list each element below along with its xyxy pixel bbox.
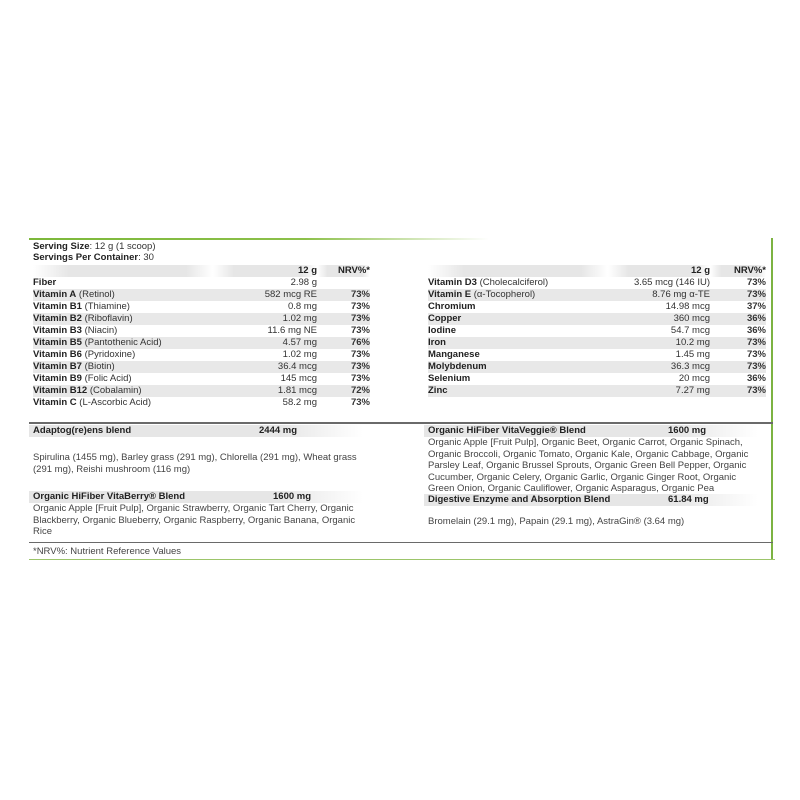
nutrient-row — [428, 301, 766, 313]
blend-adaptogens-ingredients: Spirulina (1455 mg), Barley grass (291 mg), Chlorella (291 mg), Wheat grass (291 mg), Reishi mushroom (116 mg) — [33, 452, 357, 475]
nutrient-row — [428, 325, 766, 337]
bottom-accent-line — [29, 559, 775, 560]
nutrient-row — [428, 385, 766, 397]
nutrient-name: Copper — [428, 313, 608, 325]
serving-info — [33, 241, 156, 263]
blend-vitaveggie-ingredients: Organic Apple [Fruit Pulp], Organic Beet, Organic Carrot, Organic Spinach, Organic Broccoli, Organic Tomato, Organic Kale, Organic Cabbage, Organic Parsley Leaf, Organic Brussel Sprouts, Organic Green Bell Pepper, Organic Cucumber, Organic Celery, Organic Garlic, Organic Ginger Root, Organic Green Onion, Organic Cauliflower, Organic Asparagus, Organic Pea — [428, 437, 749, 494]
blend-vitaberry-header — [29, 491, 363, 503]
nutrient-name: Vitamin B6 (Pyridoxine) — [33, 349, 136, 360]
nutrient-nrv: 73% — [746, 349, 766, 360]
nutrient-nrv: 72% — [317, 385, 370, 397]
nutrient-row — [33, 349, 370, 361]
footnote: *NRV%: Nutrient Reference Values — [33, 546, 182, 557]
nutrient-nrv: 76% — [317, 337, 370, 349]
nutrient-amount: 36.3 mcg — [608, 361, 710, 373]
nutrient-nrv: 37% — [746, 301, 766, 312]
nutrient-name: Vitamin B1 (Thiamine) — [33, 301, 130, 312]
nutrient-name: Molybdenum — [428, 361, 608, 373]
nutrient-row — [33, 301, 370, 313]
nutrient-name: Iodine — [428, 325, 456, 336]
nutrient-nrv: 73% — [317, 361, 370, 373]
blend-adaptogens-header — [29, 425, 363, 437]
blend-vitaberry-ingredients: Organic Apple [Fruit Pulp], Organic Strawberry, Organic Tart Cherry, Organic Blackberry, Organic Blueberry, Organic Raspberry, Organic Banana, Organic Rice — [33, 503, 356, 537]
nutrient-row — [33, 385, 370, 397]
nutrient-row — [33, 337, 370, 349]
nutrient-name: Vitamin B2 (Riboflavin) — [33, 313, 213, 325]
nutrient-amount: 1.45 mg — [675, 349, 710, 360]
blend-amount: 1600 mg — [668, 425, 707, 436]
nutrient-amount: 7.27 mg — [608, 385, 710, 397]
nutrient-amount: 8.76 mg α-TE — [608, 289, 710, 301]
nutrient-amount: 2.98 g — [290, 277, 317, 288]
nutrient-nrv: 73% — [710, 337, 766, 349]
nutrient-name: Vitamin B12 (Cobalamin) — [33, 385, 213, 397]
blend-name: Organic HiFiber VitaBerry® Blend — [33, 491, 186, 502]
table-header — [33, 265, 370, 277]
nutrition-facts-panel — [29, 238, 773, 560]
blend-amount: 61.84 mg — [668, 494, 709, 505]
blend-amount: 1600 mg — [273, 491, 312, 502]
nutrient-row — [33, 325, 370, 337]
nutrient-row — [428, 337, 766, 349]
nutrient-row — [33, 373, 370, 385]
nutrient-nrv: 73% — [350, 373, 370, 384]
nutrient-name: Manganese — [428, 349, 480, 360]
nutrient-row — [33, 277, 370, 289]
nutrient-nrv: 73% — [710, 361, 766, 373]
blend-name: Adaptog(re)ens blend — [33, 425, 132, 436]
nutrient-nrv: 36% — [710, 313, 766, 325]
nutrient-row — [33, 313, 370, 325]
nutrient-name: Vitamin C (L-Ascorbic Acid) — [33, 397, 152, 408]
nutrient-name: Vitamin B7 (Biotin) — [33, 361, 213, 373]
nutrient-amount: 58.2 mg — [282, 397, 317, 408]
nutrient-name: Vitamin A (Retinol) — [33, 289, 213, 301]
blend-name: Organic HiFiber VitaVeggie® Blend — [428, 425, 586, 436]
nutrient-name: Vitamin D3 (Cholecalciferol) — [428, 277, 549, 288]
nutrient-amount: 0.8 mg — [287, 301, 317, 312]
footnote-divider — [29, 542, 773, 543]
blend-vitaveggie-header — [424, 425, 758, 437]
nutrient-nrv: 73% — [350, 301, 370, 312]
nutrient-name: Chromium — [428, 301, 476, 312]
nutrient-name: Selenium — [428, 373, 471, 384]
nutrient-amount: 1.81 mcg — [213, 385, 317, 397]
servings-per-container: Servings Per Container: 30 — [33, 252, 154, 263]
nrv-column-header: NRV%* — [317, 265, 370, 277]
nutrient-nrv: 73% — [317, 289, 370, 301]
amount-column-header: 12 g — [608, 265, 710, 277]
nutrient-row — [428, 349, 766, 361]
nutrient-amount: 1.02 mg — [213, 313, 317, 325]
nutrient-table-right — [428, 265, 766, 397]
nutrient-nrv — [317, 277, 370, 289]
nutrient-nrv: 73% — [746, 277, 766, 288]
nutrient-amount: 36.4 mcg — [213, 361, 317, 373]
nutrient-nrv: 73% — [710, 385, 766, 397]
nutrient-name: Zinc — [428, 385, 608, 397]
nutrient-nrv: 36% — [746, 373, 766, 384]
nutrient-table-left — [33, 265, 370, 409]
nutrient-row — [428, 361, 766, 373]
nutrient-row — [33, 397, 370, 409]
nutrient-row — [428, 373, 766, 385]
blend-digestive-header — [424, 494, 758, 506]
nutrient-name: Vitamin B3 (Niacin) — [33, 325, 118, 336]
nrv-column-header: NRV%* — [710, 265, 766, 277]
table-header — [428, 265, 766, 277]
nutrient-amount: 1.02 mg — [282, 349, 317, 360]
serving-size: Serving Size: 12 g (1 scoop) — [33, 241, 156, 252]
nutrient-amount: 360 mcg — [608, 313, 710, 325]
nutrient-amount: 54.7 mcg — [670, 325, 710, 336]
right-accent-border — [771, 238, 773, 560]
nutrient-name: Vitamin B5 (Pantothenic Acid) — [33, 337, 213, 349]
nutrient-amount: 4.57 mg — [213, 337, 317, 349]
nutrient-amount: 14.98 mcg — [665, 301, 710, 312]
nutrient-nrv: 36% — [746, 325, 766, 336]
blend-digestive-ingredients: Bromelain (29.1 mg), Papain (29.1 mg), AstraGin® (3.64 mg) — [428, 516, 685, 527]
nutrient-nrv: 73% — [350, 397, 370, 408]
nutrient-name: Vitamin E (α-Tocopherol) — [428, 289, 608, 301]
nutrient-name: Iron — [428, 337, 608, 349]
nutrient-name: Fiber — [33, 277, 57, 288]
nutrient-row — [428, 289, 766, 301]
section-divider — [29, 422, 773, 424]
nutrient-amount: 10.2 mg — [608, 337, 710, 349]
nutrient-amount: 582 mcg RE — [213, 289, 317, 301]
nutrient-nrv: 73% — [317, 313, 370, 325]
blend-name: Digestive Enzyme and Absorption Blend — [428, 494, 611, 505]
nutrient-nrv: 73% — [350, 349, 370, 360]
amount-column-header: 12 g — [213, 265, 317, 277]
top-accent-line — [29, 238, 489, 240]
nutrient-nrv: 73% — [710, 289, 766, 301]
nutrient-nrv: 73% — [350, 325, 370, 336]
nutrient-amount: 11.6 mg NE — [267, 325, 317, 336]
nutrient-amount: 145 mcg — [280, 373, 317, 384]
blend-amount: 2444 mg — [259, 425, 298, 436]
nutrient-amount: 20 mcg — [678, 373, 710, 384]
nutrient-name: Vitamin B9 (Folic Acid) — [33, 373, 132, 384]
nutrient-row — [33, 361, 370, 373]
nutrient-row — [428, 313, 766, 325]
nutrient-row — [428, 277, 766, 289]
nutrient-row — [33, 289, 370, 301]
nutrient-amount: 3.65 mcg (146 IU) — [633, 277, 710, 288]
